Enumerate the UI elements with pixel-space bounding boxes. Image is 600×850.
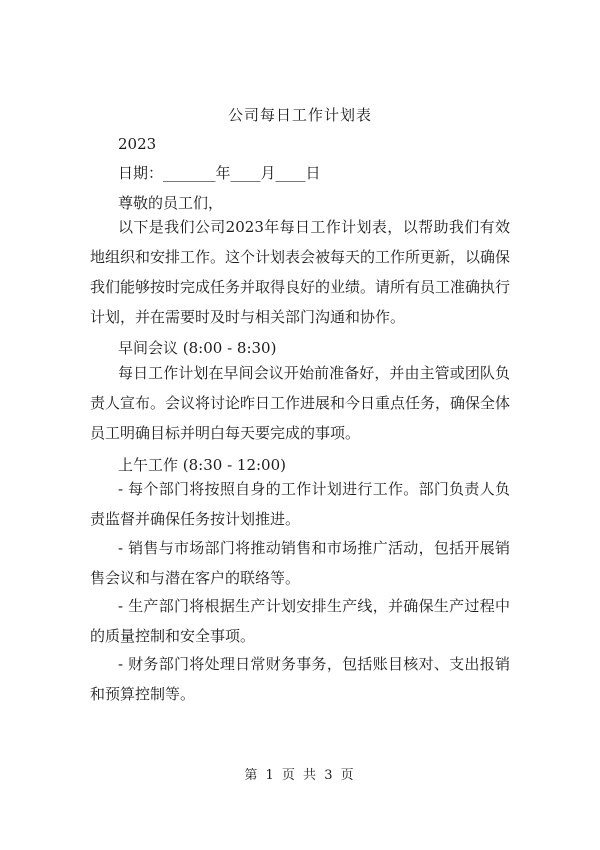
page-number: 第 1 页 共 3 页: [244, 768, 356, 783]
morning-meeting-paragraph: 每日工作计划在早间会议开始前准备好，并由主管或团队负责人宣布。会议将讨论昨日工作进展和今日重点任务，确保全体员工明确目标并明白每天要完成的事项。: [90, 364, 511, 442]
morning-meeting-heading: 早间会议 (8:00 - 8:30): [118, 339, 277, 357]
document-title: 公司每日工作计划表: [227, 106, 372, 124]
intro-paragraph: 以下是我们公司2023年每日工作计划表，以帮助我们有效地组织和安排工作。这个计划表会被每天的工作所更新，以确保我们能够按时完成任务并取得良好的业绩。请所有员工准确执行计划，并在需要时及时与相关部门沟通和协作。: [90, 218, 511, 326]
list-item: - 销售与市场部门将推动销售和市场推广活动，包括开展销售会议和与潜在客户的联络等。: [90, 539, 510, 587]
year-line: 2023: [118, 135, 157, 153]
list-item: - 财务部门将处理日常财务事务，包括账目核对、支出报销和预算控制等。: [90, 655, 510, 703]
date-line: 日期：_______年____月____日: [118, 164, 321, 182]
greeting: 尊敬的员工们，: [118, 194, 224, 212]
list-item: - 生产部门将根据生产计划安排生产线，并确保生产过程中的质量控制和安全事项。: [90, 597, 510, 645]
list-item: - 每个部门将按照自身的工作计划进行工作。部门负责人负责监督并确保任务按计划推进。: [90, 480, 510, 528]
morning-work-heading: 上午工作 (8:30 - 12:00): [118, 456, 286, 474]
